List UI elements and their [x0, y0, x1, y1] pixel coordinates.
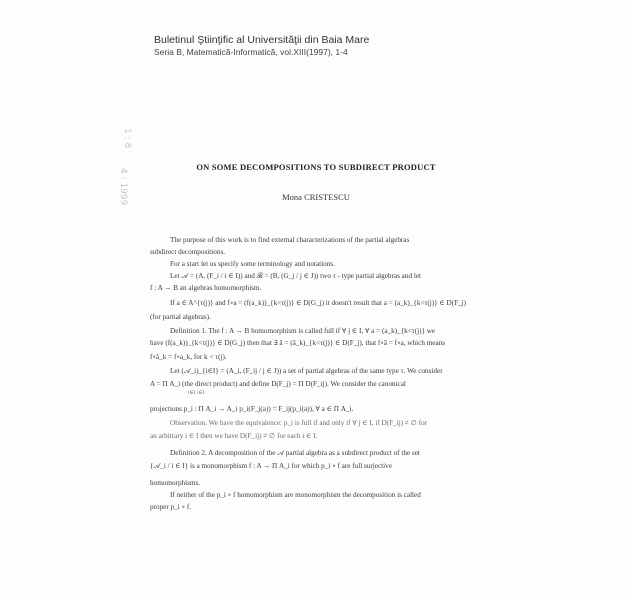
definition-2-line: Definition 2. A decomposition of the 𝒜 partial algebra as a subdirect product of the set [170, 449, 420, 457]
body-line: f : A → B an algebras homomorphism. [150, 284, 262, 292]
margin-scan-mark-2: 4 : 1999 [118, 168, 128, 206]
body-line: Let 𝒜 = (A, (F_i / i ∈ I)) and ℬ = (B, (G_j / j ∈ J)) two τ - type partial algebras and let [170, 272, 422, 280]
body-line: If a ∈ A^{τ(j)} and f∘a = (f(a_k))_{k<τ(j)} ∈ D(G_j) it doesn't result that a = (a_k)_{k<τ(j)} ∈ D(F_j) [170, 299, 467, 307]
journal-name: Buletinul Ştiinţific al Universităţii din Baia Mare [154, 34, 370, 46]
definition-1-line: have (f(a_k))_{k<τ(j)} ∈ D(G_j) then that ∃ ā = (ā_k)_{k<τ(j)} ∈ D(F_j), that f∘ā = f∘a, which means [150, 339, 446, 347]
body-line: For a start let us specify some terminology and notations. [170, 260, 335, 268]
body-line: (for partial algebras). [150, 313, 211, 321]
observation-line: an arbitrary i ∈ I then we have D(F_ij) ≠ ∅ for each i ∈ I. [150, 432, 318, 440]
definition-1-line: Definition 1. The f : A → B homomorphism is called full if ∀ j ∈ I, ∀ a = (a_k)_{k<τ(j)} we [170, 327, 436, 335]
paper-title: ON SOME DECOMPOSITIONS TO SUBDIRECT PRODUCT [196, 162, 436, 172]
product-line: Let (𝒜_i)_{i∈I} = (A_i, (F_ij / j ∈ J)) a set of partial algebras of the same type τ. We consider [170, 367, 443, 375]
definition-2-line: {𝒜_i / i ∈ I} is a monomorphism f : A → Π A_i for which p_i ∘ f are full surjective [150, 462, 392, 470]
body-line-intro: The purpose of this work is to find external characterizations of the partial algebras [170, 236, 410, 244]
paper-author: Mona CRISTESCU [282, 192, 350, 202]
definition-2-line: proper p_i ∘ f. [150, 503, 192, 511]
product-line: A = Π A_i (the direct product) and define D(F_j) = Π D(F_ij). We consider the canonical [150, 380, 406, 388]
definition-2-line: homomorphisms. [150, 479, 201, 487]
observation-line: Observation. We have the equivalence: p_i is full if and only if ∀ j ∈ I, if D(F_ij) ≠ ∅ for [170, 419, 428, 427]
definition-2-line: If neither of the p_i ∘ f homomorphism are monomorphism the decomposition is called [170, 491, 421, 499]
product-line: projections p_i : Π A_i → A_i p_i(F_j(a)) = F_ij(p_i(a)), ∀ a ∈ Π A_i. [150, 405, 354, 413]
definition-1-line: f∘ā_k = f∘a_k, for k < τ(j). [150, 353, 227, 361]
product-subscript-line: i∈I i∈I [188, 390, 205, 396]
journal-series: Seria B, Matematică-Informatică, vol.XIII(1997), 1-4 [154, 47, 348, 57]
margin-scan-mark: 1 : 8 [122, 128, 132, 149]
body-line: subdirect decompositions. [150, 248, 226, 256]
